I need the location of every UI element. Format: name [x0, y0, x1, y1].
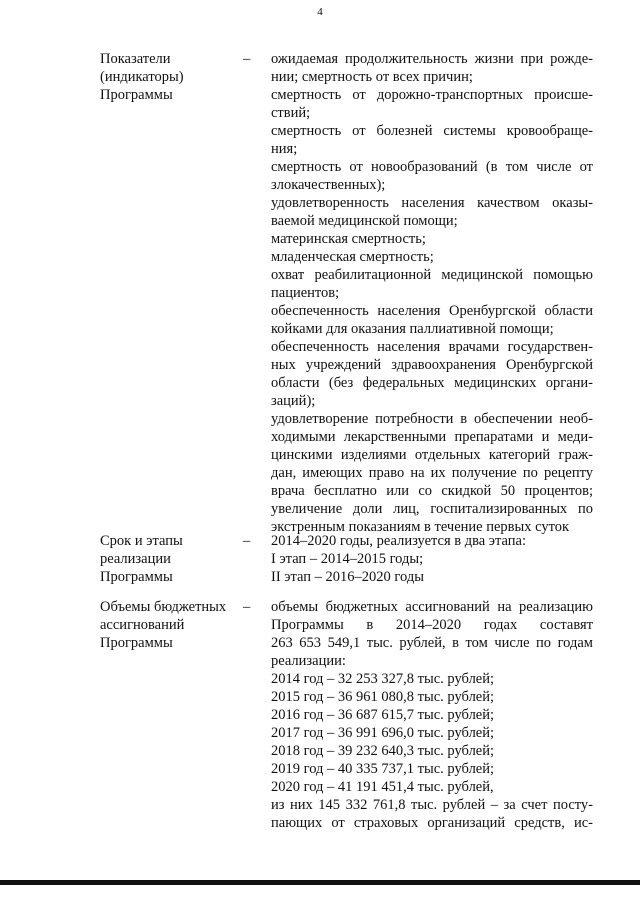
label-line: Объемы бюджетных [100, 599, 227, 615]
text-line: койками для оказания паллиативной помощи; [271, 321, 554, 337]
text-line: области (без федеральных медицинских органи- [271, 375, 593, 391]
section-content [271, 598, 593, 832]
text-line: пациентов; [271, 285, 340, 301]
text-line: дан, имеющих право на их получение по рецепту [271, 465, 593, 481]
text-line: ных учреждений здравоохранения Оренбургской [271, 357, 593, 373]
text-line: ствий; [271, 105, 311, 121]
text-line: пающих от страховых организаций средств, ис- [271, 815, 593, 831]
text-line: ходимыми лекарственными препаратами и меди- [271, 429, 593, 445]
text-line: врача бесплатно или со скидкой 50 процентов; [271, 483, 593, 499]
text-line: II этап – 2016–2020 годы [271, 569, 424, 585]
text-line: смертность от дорожно-транспортных происше- [271, 87, 593, 103]
section-label [100, 50, 240, 104]
text-line: 2019 год – 40 335 737,1 тыс. рублей; [271, 761, 495, 777]
text-line: удовлетворение потребности в обеспечении необ- [271, 411, 593, 427]
text-line: смертность от болезней системы кровообраще- [271, 123, 593, 139]
label-dash: – [243, 599, 251, 615]
text-line: объемы бюджетных ассигнований на реализацию [271, 599, 593, 615]
bottom-rule [0, 880, 640, 885]
text-line: ваемой медицинской помощи; [271, 213, 458, 229]
label-line: Показатели [100, 51, 171, 67]
section-label [100, 598, 240, 652]
section-label [100, 532, 240, 586]
text-line: обеспеченность населения Оренбургской области [271, 303, 593, 319]
label-line: ассигнований [100, 617, 185, 633]
section-content [271, 532, 593, 586]
page-number: 4 [317, 6, 323, 18]
label-line: Программы [100, 87, 173, 103]
text-line: удовлетворенность населения качеством оказы- [271, 195, 593, 211]
text-line: ожидаемая продолжительность жизни при рожде- [271, 51, 593, 67]
label-dash: – [243, 533, 251, 549]
text-line: увеличение доли лиц, госпитализированных по [271, 501, 593, 517]
label-line: Срок и этапы [100, 533, 183, 549]
text-line: 2014–2020 годы, реализуется в два этапа: [271, 533, 527, 549]
text-line: материнская смертность; [271, 231, 426, 247]
text-line: 2015 год – 36 961 080,8 тыс. рублей; [271, 689, 495, 705]
text-line: смертность от новообразований (в том числе от [271, 159, 593, 175]
text-line: 2020 год – 41 191 451,4 тыс. рублей, [271, 779, 494, 795]
text-line: из них 145 332 761,8 тыс. рублей – за счет посту- [271, 797, 593, 813]
text-line: младенческая смертность; [271, 249, 434, 265]
text-line: обеспеченность населения врачами государствен- [271, 339, 593, 355]
text-line: реализации: [271, 653, 346, 669]
label-line: реализации [100, 551, 171, 567]
text-line: нии; смертность от всех причин; [271, 69, 473, 85]
text-line: цинскими изделиями отдельных категорий граж- [271, 447, 593, 463]
text-line: 2017 год – 36 991 696,0 тыс. рублей; [271, 725, 495, 741]
text-line: 2018 год – 39 232 640,3 тыс. рублей; [271, 743, 495, 759]
text-line: злокачественных); [271, 177, 386, 193]
text-line: экстренным показаниям в течение первых суток [271, 519, 570, 535]
text-line: I этап – 2014–2015 годы; [271, 551, 424, 567]
label-dash: – [243, 51, 251, 67]
label-line: Программы [100, 569, 173, 585]
text-line: Программы в 2014–2020 годах составят [271, 617, 593, 633]
section-content [271, 50, 593, 536]
text-line: охват реабилитационной медицинской помощью [271, 267, 593, 283]
text-line: 2014 год – 32 253 327,8 тыс. рублей; [271, 671, 495, 687]
text-line: 263 653 549,1 тыс. рублей, в том числе по годам [271, 635, 593, 651]
text-line: заций); [271, 393, 316, 409]
label-line: (индикаторы) [100, 69, 184, 85]
text-line: 2016 год – 36 687 615,7 тыс. рублей; [271, 707, 495, 723]
text-line: ния; [271, 141, 298, 157]
label-line: Программы [100, 635, 173, 651]
